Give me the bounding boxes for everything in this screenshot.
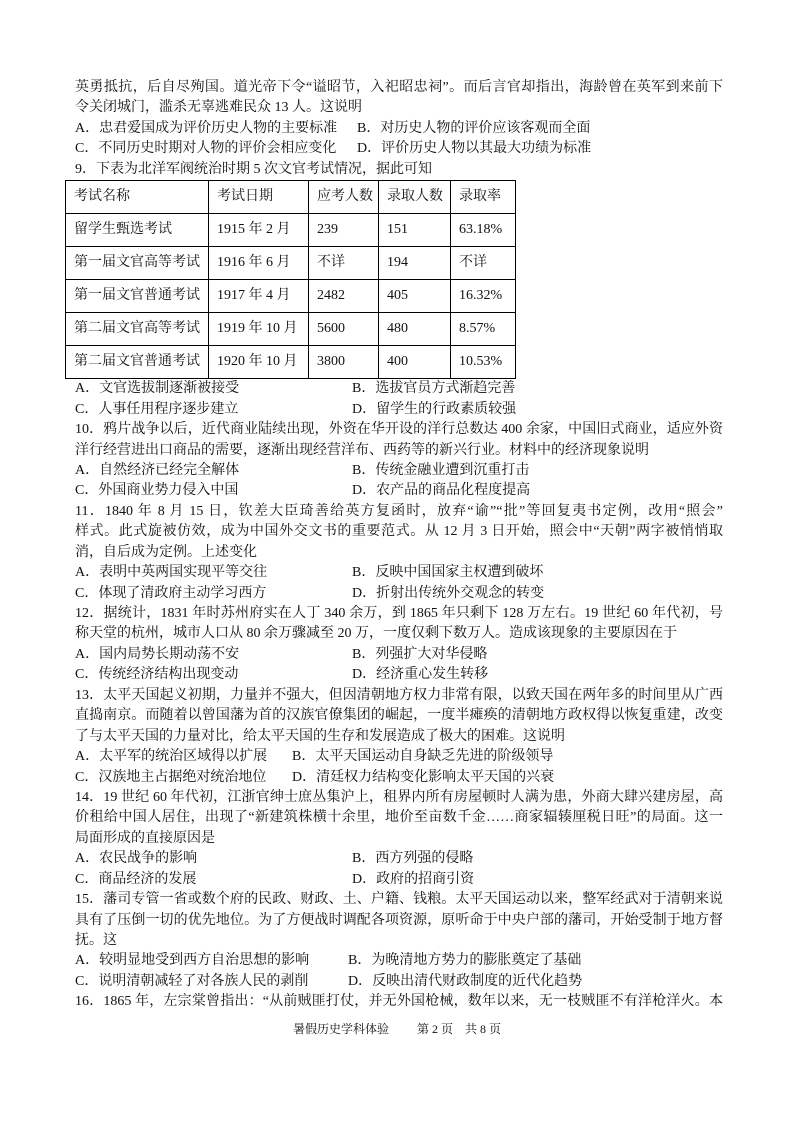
option-row	[75, 379, 723, 399]
stem-line: 16．1865 年，左宗棠曾指出：“从前贼匪打仗，并无外国枪械，数年以来，无一枝贼匪不有洋枪洋火。本	[75, 994, 723, 1010]
option-d: D．评价历史人物以其最大功绩为标准	[357, 141, 592, 157]
exam-content	[75, 78, 723, 1013]
option-row	[75, 400, 723, 420]
option-row	[75, 461, 723, 481]
table-cell: 第二届文官普通考试	[66, 346, 209, 379]
option-d: D．反映出清代财政制度的近代化趋势	[348, 973, 583, 989]
page-footer	[0, 1020, 794, 1038]
option-row	[75, 481, 723, 501]
table-row	[66, 313, 516, 346]
footer-subject: 暑假历史学科体验	[292, 1022, 389, 1036]
option-c: C．不同历史时期对人物的评价会相应变化	[75, 141, 337, 157]
option-c: C．外国商业势力侵入中国	[75, 483, 239, 499]
option-row	[75, 849, 723, 869]
option-row	[75, 951, 723, 971]
stem-line: 9．下表为北洋军阀统治时期 5 次文官考试情况，据此可知	[75, 161, 432, 177]
question-14	[75, 788, 723, 890]
table-cell: 480	[379, 313, 451, 346]
stem-line: 消，自后成为定例。上述变化	[75, 544, 257, 560]
table-header-cell: 录取人数	[379, 181, 451, 214]
option-a: A．忠君爱国成为评价历史人物的主要标准	[75, 120, 338, 136]
option-a: A．自然经济已经完全解体	[75, 462, 240, 478]
option-c: C．体现了清政府主动学习西方	[75, 585, 267, 601]
stem-line: 抚。这	[75, 933, 117, 948]
option-b: B．传统金融业遭到沉重打击	[352, 462, 530, 478]
table-cell: 1916 年 6 月	[209, 247, 309, 280]
option-c: C．传统经济结构出现变动	[75, 667, 239, 683]
table-cell: 第一届文官普通考试	[66, 280, 209, 313]
table-cell: 3800	[309, 346, 379, 379]
table-cell: 63.18%	[451, 214, 516, 247]
option-a: A．文官选拔制逐渐被接受	[75, 381, 240, 397]
question-13	[75, 686, 723, 788]
option-a: A．国内局势长期动荡不安	[75, 646, 240, 662]
stem-line: 直捣南京。而随着以曾国藩为首的汉族官僚集团的崛起，一度半瘫痪的清朝地方政权得以恢复重建，改变	[75, 708, 723, 724]
option-b: B．列强扩大对华侵略	[352, 646, 488, 662]
stem-line: 13．太平天国起义初期，力量并不强大，但因清朝地方权力非常有限，以致天国在两年多的时间里从广西	[75, 687, 723, 703]
option-b: B．为晚清地方势力的膨胀奠定了基础	[348, 953, 582, 969]
option-a: A．表明中英两国实现平等交往	[75, 565, 268, 581]
option-b: B．西方列强的侵略	[352, 851, 474, 867]
table-cell: 1917 年 4 月	[209, 280, 309, 313]
option-row	[75, 747, 723, 767]
stem-line: 14．19 世纪 60 年代初，江浙官绅士庶丛集沪上，租界内所有房屋顿时人满为患，外商大肆兴建房屋，高	[75, 789, 723, 805]
table-cell: 239	[309, 214, 379, 247]
option-a: A．农民战争的影响	[75, 851, 198, 867]
table-header-cell: 考试名称	[66, 181, 209, 214]
stem-line: 12．据统计，1831 年时苏州府实在人丁 340 余万，到 1865 年只剩下 128 万左右。19 世纪 60 年代初，号	[75, 606, 723, 621]
option-row	[75, 139, 723, 159]
table-cell: 2482	[309, 280, 379, 313]
table-cell: 留学生甄选考试	[66, 214, 209, 247]
question-9	[75, 160, 723, 420]
stem-line: 10．鸦片战争以后，近代商业陆续出现，外资在华开设的洋行总数达 400 余家，中国旧式商业，适应外资	[75, 422, 723, 438]
option-b: B．对历史人物的评价应该客观而全面	[357, 120, 591, 136]
question-8	[75, 78, 723, 160]
stem-line: 局面形成的直接原因是	[75, 830, 215, 846]
stem-line: 令关闭城门，滥杀无辜逃难民众 13 人。这说明	[75, 100, 362, 116]
table-cell: 194	[379, 247, 451, 280]
option-d: D．农产品的商品化程度提高	[352, 483, 531, 499]
table-cell: 400	[379, 346, 451, 379]
table-row	[66, 346, 516, 379]
stem-line: 称天堂的杭州，城市人口从 80 余万骤减至 20 万，一度仅剩下数万人。造成该现象的主要原因在于	[75, 626, 677, 642]
question-11	[75, 502, 723, 604]
question-10	[75, 420, 723, 502]
table-cell: 8.57%	[451, 313, 516, 346]
option-row	[75, 645, 723, 665]
option-c: C．商品经济的发展	[75, 871, 197, 887]
option-d: D．折射出传统外交观念的转变	[352, 585, 545, 601]
question-15	[75, 890, 723, 992]
stem-line: 英勇抵抗，后自尽殉国。道光帝下令“谥昭节，入祀昭忠祠”。而后言官却指出，海龄曾在英军到来前下	[75, 80, 723, 95]
stem-line: 价租给中国人居住，出现了“新建筑株横十余里，地价至亩数千金……商家辐辏厘税日旺”的局面。这一	[75, 810, 723, 826]
stem-line: 洋行经营进出口商品的需要，逐渐出现经营洋布、西药等的新兴行业。材料中的经济现象说明	[75, 442, 649, 458]
option-c: C．说明清朝减轻了对各族人民的剥削	[75, 973, 309, 989]
option-d: D．政府的招商引资	[352, 871, 475, 887]
table-cell: 16.32%	[451, 280, 516, 313]
footer-page-number: 第 2 页 共 8 页	[417, 1022, 502, 1036]
table-cell: 151	[379, 214, 451, 247]
stem-line: 了与太平天国的力量对比，给太平天国的生存和发展造成了极大的困难。这说明	[75, 728, 565, 744]
table-cell: 不详	[309, 247, 379, 280]
option-d: D．清廷权力结构变化影响太平天国的兴衰	[292, 769, 555, 785]
stem-line: 11．1840 年 8 月 15 日，钦差大臣琦善给英方复函时，放弃“谕”“批”等回复夷书定例，改用“照会”	[75, 503, 723, 519]
option-row	[75, 870, 723, 890]
exam-statistics-table	[65, 180, 516, 379]
table-cell: 第一届文官高等考试	[66, 247, 209, 280]
table-cell: 第二届文官高等考试	[66, 313, 209, 346]
table-header-cell: 应考人数	[309, 181, 379, 214]
option-a: A．较明显地受到西方自治思想的影响	[75, 953, 310, 969]
option-a: A．太平军的统治区域得以扩展	[75, 749, 268, 765]
option-row	[75, 584, 723, 604]
table-row	[66, 280, 516, 313]
option-c: C．人事任用程序逐步建立	[75, 401, 239, 417]
option-row	[75, 119, 723, 139]
option-b: B．选拔官员方式渐趋完善	[352, 381, 516, 397]
stem-line: 样式。此式旋被仿效，成为中国外交文书的重要范式。从 12 月 3 日开始，照会中“天朝”两字被悄悄取	[75, 524, 723, 540]
option-row	[75, 563, 723, 583]
table-cell: 5600	[309, 313, 379, 346]
table-header-row	[66, 181, 516, 214]
table-row	[66, 247, 516, 280]
table-header-cell: 考试日期	[209, 181, 309, 214]
table-row	[66, 214, 516, 247]
table-cell: 405	[379, 280, 451, 313]
option-d: D．经济重心发生转移	[352, 667, 489, 683]
stem-line: 具有了压倒一切的优先地位。为了方便战时调配各项资源，原听命于中央户部的藩司，开始受制于地方督	[75, 912, 723, 928]
table-cell: 10.53%	[451, 346, 516, 379]
question-16	[75, 992, 723, 1012]
option-row	[75, 768, 723, 788]
option-d: D．留学生的行政素质较强	[352, 401, 517, 417]
table-cell: 1915 年 2 月	[209, 214, 309, 247]
table-cell: 1920 年 10 月	[209, 346, 309, 379]
table-cell: 1919 年 10 月	[209, 313, 309, 346]
option-b: B．反映中国国家主权遭到破坏	[352, 565, 544, 581]
option-b: B．太平天国运动自身缺乏先进的阶级领导	[292, 749, 554, 765]
question-12	[75, 604, 723, 686]
option-c: C．汉族地主占据绝对统治地位	[75, 769, 267, 785]
option-row	[75, 665, 723, 685]
table-cell: 不详	[451, 247, 516, 280]
table-header-cell: 录取率	[451, 181, 516, 214]
stem-line: 15．藩司专管一省或数个府的民政、财政、土、户籍、钱粮。太平天国运动以来，整军经武对于清朝来说	[75, 892, 723, 908]
option-row	[75, 972, 723, 992]
